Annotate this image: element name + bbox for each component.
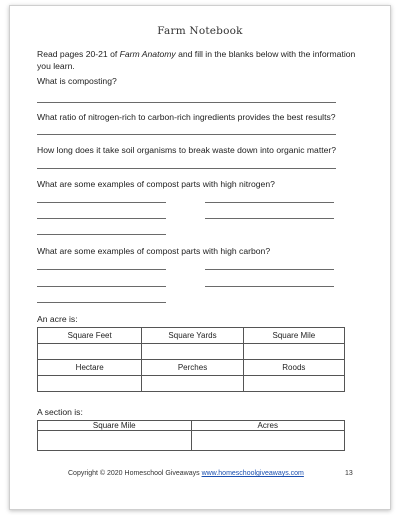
acre-answer-cell[interactable] [142, 344, 243, 360]
intro-before: Read pages 20-21 of [37, 49, 120, 59]
acre-answer-cell[interactable] [38, 344, 142, 360]
acre-answer-cell[interactable] [243, 344, 344, 360]
acre-header-perches: Perches [142, 360, 243, 376]
acre-header-square-yards: Square Yards [142, 328, 243, 344]
answer-line[interactable] [37, 286, 166, 287]
acre-header-hectare: Hectare [38, 360, 142, 376]
worksheet-page [9, 5, 391, 510]
answer-line[interactable] [205, 218, 334, 219]
answer-line[interactable] [37, 202, 166, 203]
intro-book-title: Farm Anatomy [119, 49, 176, 59]
acre-answer-cell[interactable] [38, 376, 142, 392]
footer-copyright [68, 470, 304, 477]
section-answer-cell[interactable] [191, 431, 345, 451]
acre-answer-cell[interactable] [243, 376, 344, 392]
section-header-square-mile: Square Mile [38, 421, 192, 431]
question-time: How long does it take soil organisms to break waste down into organic matter? [37, 145, 337, 155]
section-label: A section is: [37, 407, 83, 417]
page-number: 13 [345, 470, 353, 477]
section-header-acres: Acres [191, 421, 345, 431]
answer-line[interactable] [205, 202, 334, 203]
acre-header-roods: Roods [243, 360, 344, 376]
answer-line[interactable] [37, 218, 166, 219]
section-table [37, 420, 345, 451]
page-title: Farm Notebook [157, 25, 243, 37]
answer-line[interactable] [37, 269, 166, 270]
question-high-carbon: What are some examples of compost parts with high carbon? [37, 246, 271, 256]
answer-line[interactable] [37, 134, 336, 135]
website-link[interactable]: www.homeschoolgiveaways.com [201, 470, 304, 477]
answer-line[interactable] [37, 102, 336, 103]
answer-line[interactable] [37, 302, 166, 303]
acre-answer-cell[interactable] [142, 376, 243, 392]
question-composting: What is composting? [37, 76, 117, 86]
question-ratio: What ratio of nitrogen-rich to carbon-rich ingredients provides the best results? [37, 112, 336, 122]
answer-line[interactable] [205, 269, 334, 270]
answer-line[interactable] [205, 286, 334, 287]
acre-label: An acre is: [37, 314, 78, 324]
copyright-text: Copyright © 2020 Homeschool Giveaways [68, 470, 202, 477]
intro-after: and fill in the blanks below with the information you learn. [37, 49, 356, 71]
acre-header-square-feet: Square Feet [38, 328, 142, 344]
intro-text [37, 48, 357, 72]
answer-line[interactable] [37, 234, 166, 235]
question-high-nitrogen: What are some examples of compost parts with high nitrogen? [37, 179, 275, 189]
acre-header-square-mile: Square Mile [243, 328, 344, 344]
section-answer-cell[interactable] [38, 431, 192, 451]
answer-line[interactable] [37, 168, 336, 169]
acre-table [37, 327, 345, 392]
